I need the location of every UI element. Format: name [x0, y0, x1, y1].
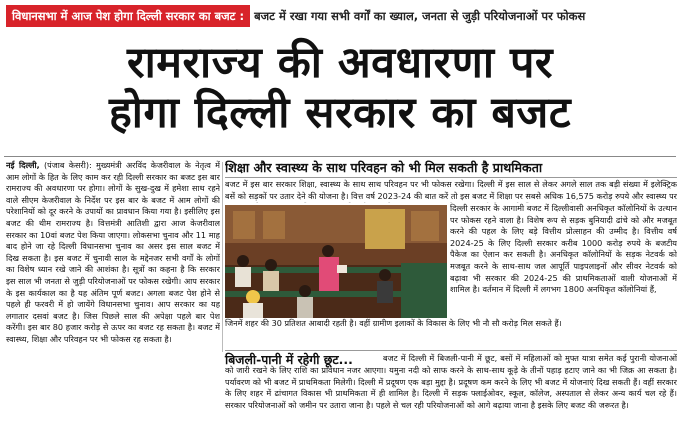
section2-subhead: बिजली-पानी में रहेगी छूट... [225, 352, 353, 367]
headline-line-1: रामराज्य की अवधारणा पर [127, 38, 553, 88]
section1-top-text: बजट में इस बार सरकार शिक्षा, स्वास्थ्य के साथ साथ परिवहन पर भी फोकस रखेगा। दिल्ली में इस साल से लेकर अगले साल तक बड़ी संख्या में इलेक्ट्रिक बसें को सड़कों पर उतार देने की योजना है। वित्त वर्ष 2023-24 की बात करें तो इस बजट में शिक्षा पर सबसे अधिक 16,575 करोड़ रुपये और स्वास्थ्य पर [225, 179, 677, 201]
headline-rule [4, 156, 676, 157]
section1-subhead: शिक्षा और स्वास्थ्य के साथ परिवहन को भी मिल सकती है प्राथमिकता [225, 160, 543, 175]
section1-body-text: दिल्ली सरकार के आगामी बजट में दिल्लीवासी अनधिकृत कॉलोनियों के उत्थान पर फोकस रहने वाला है। विशेष रूप से सड़क बुनियादी ढांचे को और मजबूत करने की पहल के लिए बड़े वित्तीय प्रोत्साहन की उम्मीद है। वित्तीय वर्ष 2024-25 के लिए दिल्ली सरकार करीब 1000 करोड़ रुपये के बजटीय पैकेज का ऐलान कर सकती है। अनधिकृत कॉलोनियों के सड़क नेटवर्क को मजबूत करने के साथ-साथ जल आपूर्ति पाइपलाइनों और सीवर नेटवर्क को बढ़ावा भी सरकार की 2024-25 की प्राथमिकताओं वाली योजनाओं में शामिल है। वर्तमान में दिल्ली में लगभग 1800 अनधिकृत कॉलोनियां हैं, [450, 203, 677, 295]
left-column-text: मुख्यमंत्री अरविंद केजरीवाल के नेतृत्व में आम लोगों के हित के लिए काम कर रही दिल्ली सरकार का बजट इस बार रामराज्य की अवधारणा पर होगा। लोगों के सुख-दुख में हमेशा साथ रहने वाले सीएम केजरीवाल के निर्देश पर इस बार के बजट में आम लोगों की परेशानियों को दूर करने के उपायों का प्रावधान किया गया है। इसीलिए इस बजट की थीम रामराज्य है। वित्तमंत्री आतिशी द्वारा आज केजरीवाल सरकार का 10वां बजट पेश किया जाएगा। लोकसभा चुनाव और 11 माह बाद होने जा रहे दिल्ली विधानसभा चुनाव का असर इस साल बजट में दिख सकता है। इस बजट में चुनावी साल के मद्देनजर सभी वर्गों के लोगों का विशेष ध्यान रखे जाने की आशंका है। सूत्रों का कहना है कि सरकार इस साल भी जनता से जुड़ी परियोजनाओं पर फोकस रखेगी। आप सरकार के इस कार्यकाल का है यह अंतिम पूर्ण बजट। अगला बजट पेश होने से पहले ही फरवरी में हो जायेंगे विधानसभा चुनाव। आप सरकार का यह लगातार दसवां बजट है। जिस पिछले साल की अपेक्षा पहले बार पेश करेंगी। इस बार 80 हजार करोड़ से ऊपर का बजट रह सकता है। बजट में स्वास्थ्य, शिक्षा और परिवहन पर भी फोकस रह सकता है। [6, 160, 220, 344]
source-credit: (पंजाब केसरी): [43, 160, 92, 170]
headline [0, 38, 680, 138]
section1-rule [225, 177, 677, 178]
headline-line-2: होगा दिल्ली सरकार का बजट [108, 88, 572, 138]
column-divider [222, 162, 223, 352]
section1-bottom-text: जिनमें शहर की 30 प्रतिशत आबादी रहती है। वहीं ग्रामीण इलाकों के विकास के लिए भी नौ सौ करोड़ मिल सकते हैं। [225, 318, 562, 328]
assembly-photo [225, 205, 447, 318]
kicker-label: विधानसभा में आज पेश होगा दिल्ली सरकार का बजट : [6, 5, 250, 27]
dateline: नई दिल्ली, [6, 160, 40, 170]
kicker-text: बजट में रखा गया सभी वर्गों का ख्याल, जनता से जुड़ी परियोजनाओं पर फोकस [254, 9, 586, 23]
kicker-strip [0, 0, 680, 32]
left-column-article [6, 160, 220, 438]
section2-text: बजट में दिल्ली में बिजली-पानी में छूट, बसों में महिलाओं को मुफ्त यात्रा समेत कई पुरानी योजनाओं को जारी रखने के लिए राशि का प्रावधान नजर आएगा। यमुना नदी को साफ करने के साथ-साथ कूड़े के तीनों पहाड़ हटाए जाने का भी जिक्र आ सकता है। पर्यावरण को भी बजट में प्राथमिकता मिलेगी। दिल्ली में प्रदूषण एक बड़ा मुद्दा है। प्रदूषण कम करने के लिए भी बजट में योजनाएं दिख सकती हैं। वहीं सरकार के लिए शहर में ढांचागत विकास भी प्राथमिकता में ही शामिल है। दिल्ली में सड़क फ्लाईओवर, स्कूल, कॉलेज, अस्पताल से लेकर अन्य कार्य चल रहे हैं। सरकार परियोजनाओं को जमीन पर उतारा जाना है। पहले से चल रही परियोजनाओं को आगे बढ़ाया जाना है इसके लिए बजट की जरूरत है। [225, 353, 677, 411]
